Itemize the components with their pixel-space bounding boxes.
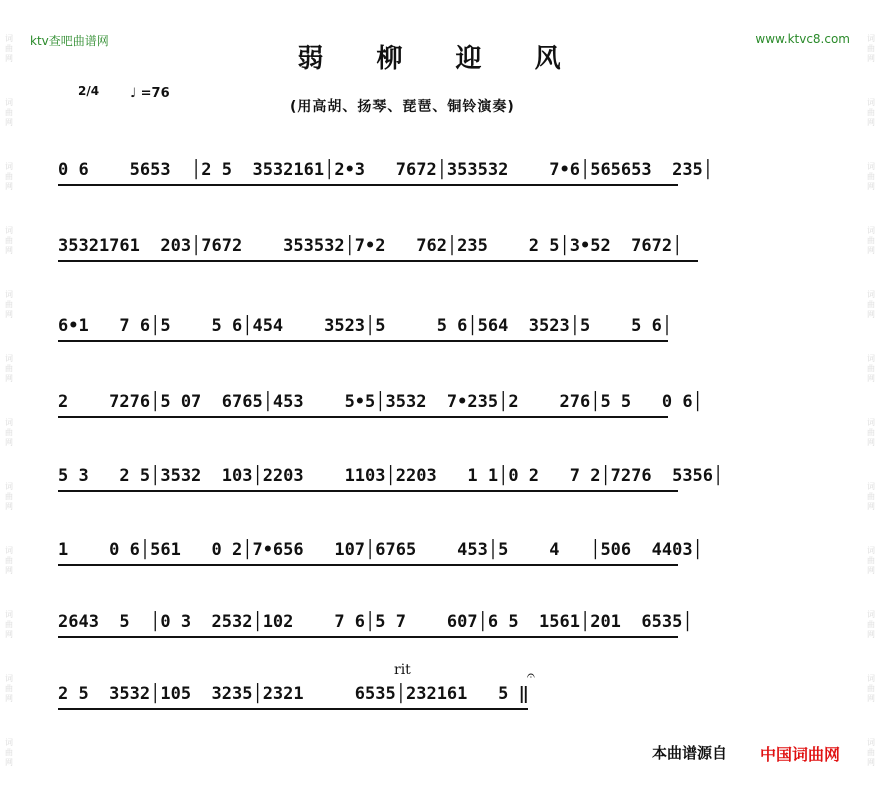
watermark-char: 曲 (5, 172, 13, 181)
watermark-char: 曲 (867, 364, 875, 373)
score-row-2 (58, 236, 828, 268)
side-watermark-left (2, 0, 16, 789)
footer-source-label: 本曲谱源自 (652, 744, 728, 762)
watermark-char: 网 (867, 438, 875, 447)
ritardando-marking: rit (394, 662, 411, 678)
watermark-char: 网 (5, 182, 13, 191)
fermata-icon: 𝄐 (527, 668, 535, 684)
watermark-char: 词 (5, 354, 13, 363)
underline (58, 490, 678, 492)
underline (58, 340, 668, 342)
watermark-char: 网 (5, 438, 13, 447)
watermark-char: 网 (867, 694, 875, 703)
watermark-char: 词 (867, 226, 875, 235)
score-row-4 (58, 392, 828, 424)
side-watermark-right (864, 0, 878, 789)
watermark-char: 曲 (867, 492, 875, 501)
watermark-char: 词 (867, 354, 875, 363)
underline (58, 564, 678, 566)
watermark-char: 网 (5, 758, 13, 767)
watermark-char: 曲 (867, 748, 875, 757)
score-row-text: 2 7276│5 07 6765│453 5•5│3532 7•235│2 276│5 5 0 6│ (58, 392, 703, 412)
underline (58, 636, 678, 638)
score-row-text: 35321761 203│7672 353532│7•2 762│235 2 5│3•52 7672│ (58, 236, 683, 256)
watermark-char: 曲 (867, 44, 875, 53)
underline (58, 416, 668, 418)
watermark-char: 网 (5, 310, 13, 319)
watermark-char: 曲 (867, 172, 875, 181)
watermark-char: 词 (867, 738, 875, 747)
watermark-char: 词 (867, 418, 875, 427)
watermark-char: 词 (5, 98, 13, 107)
footer-site-link[interactable]: 中国词曲网 (760, 745, 841, 764)
watermark-char: 网 (5, 246, 13, 255)
score-row-1 (58, 160, 828, 192)
watermark-char: 词 (867, 482, 875, 491)
watermark-char: 词 (867, 610, 875, 619)
watermark-char: 词 (5, 610, 13, 619)
underline (58, 184, 678, 186)
watermark-char: 词 (5, 162, 13, 171)
watermark-char: 词 (867, 34, 875, 43)
watermark-char: 网 (867, 246, 875, 255)
watermark-char: 曲 (5, 620, 13, 629)
score-row-text: 0 6 5653 │2 5 3532161│2•3 7672│353532 7•6│565653 235│ (58, 160, 714, 180)
score-row-7 (58, 612, 828, 644)
instrumentation-note: (用高胡、扬琴、琵琶、铜铃演奏) (290, 99, 515, 115)
watermark-char: 曲 (5, 300, 13, 309)
watermark-char: 网 (867, 118, 875, 127)
watermark-char: 网 (867, 566, 875, 575)
watermark-char: 网 (867, 182, 875, 191)
watermark-char: 网 (5, 502, 13, 511)
score-row-text: 5 3 2 5│3532 103│2203 1103│2203 1 1│0 2 7 2│7276 5356│ (58, 466, 724, 486)
watermark-char: 词 (5, 226, 13, 235)
watermark-char: 网 (867, 630, 875, 639)
watermark-char: 曲 (867, 236, 875, 245)
watermark-char: 曲 (5, 556, 13, 565)
watermark-char: 网 (867, 758, 875, 767)
watermark-char: 词 (5, 482, 13, 491)
score-title: 弱 柳 迎 风 (297, 44, 583, 74)
watermark-char: 曲 (5, 748, 13, 757)
score-row-5 (58, 466, 828, 498)
watermark-char: 曲 (867, 684, 875, 693)
watermark-char: 曲 (5, 44, 13, 53)
watermark-char: 网 (867, 310, 875, 319)
watermark-char: 曲 (5, 364, 13, 373)
watermark-char: 曲 (5, 108, 13, 117)
watermark-char: 词 (5, 418, 13, 427)
watermark-char: 词 (5, 546, 13, 555)
watermark-char: 曲 (5, 684, 13, 693)
score-row-text: 2643 5 │0 3 2532│102 7 6│5 7 607│6 5 1561│201 6535│ (58, 612, 693, 632)
score-row-text: 2 5 3532│105 3235│2321 6535│232161 5 ‖ (58, 684, 529, 704)
score-row-text: 6•1 7 6│5 5 6│454 3523│5 5 6│564 3523│5 5 6│ (58, 316, 673, 336)
watermark-char: 词 (867, 98, 875, 107)
watermark-char: 网 (5, 54, 13, 63)
watermark-char: 网 (867, 502, 875, 511)
watermark-char: 曲 (867, 108, 875, 117)
watermark-char: 曲 (5, 236, 13, 245)
watermark-char: 词 (867, 674, 875, 683)
watermark-char: 网 (5, 630, 13, 639)
source-site-right[interactable]: www.ktvc8.com (755, 32, 850, 46)
watermark-char: 词 (5, 290, 13, 299)
watermark-char: 曲 (867, 428, 875, 437)
score-row-6 (58, 540, 828, 572)
watermark-char: 曲 (867, 620, 875, 629)
watermark-char: 词 (5, 674, 13, 683)
watermark-char: 曲 (5, 428, 13, 437)
watermark-char: 曲 (5, 492, 13, 501)
watermark-char: 网 (5, 566, 13, 575)
underline (58, 708, 528, 710)
watermark-char: 词 (5, 34, 13, 43)
watermark-char: 词 (5, 738, 13, 747)
underline (58, 260, 698, 262)
watermark-char: 网 (5, 374, 13, 383)
watermark-char: 词 (867, 162, 875, 171)
source-site-left[interactable]: ktv查吧曲谱网 (30, 34, 109, 48)
score-row-3 (58, 316, 828, 348)
score-row-8 (58, 684, 828, 716)
watermark-char: 网 (867, 374, 875, 383)
watermark-char: 网 (5, 694, 13, 703)
watermark-char: 词 (867, 290, 875, 299)
watermark-char: 网 (5, 118, 13, 127)
tempo-marking: ♩ =76 (130, 86, 170, 101)
watermark-char: 曲 (867, 556, 875, 565)
watermark-char: 网 (867, 54, 875, 63)
watermark-char: 曲 (867, 300, 875, 309)
score-row-text: 1 0 6│561 0 2│7•656 107│6765 453│5 4 │506 4403│ (58, 540, 703, 560)
watermark-char: 词 (867, 546, 875, 555)
time-signature: 2/4 (78, 84, 100, 98)
